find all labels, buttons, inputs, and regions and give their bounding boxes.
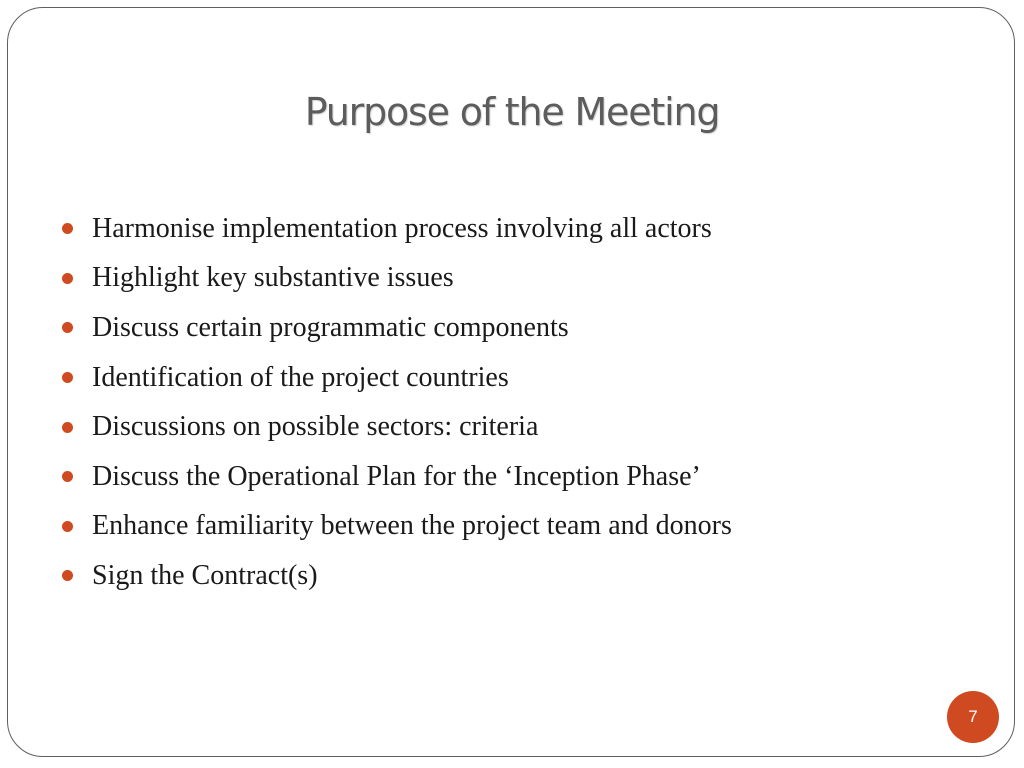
bullet-icon (62, 322, 73, 333)
list-item (62, 402, 732, 452)
page-number-badge (947, 691, 999, 743)
page-number: 7 (968, 707, 978, 726)
bullet-icon (62, 471, 73, 482)
bullet-text: Enhance familiarity between the project team and donors (92, 510, 732, 542)
bullet-text: Identification of the project countries (92, 361, 509, 393)
bullet-text: Discussions on possible sectors: criteria (92, 411, 539, 443)
list-item (62, 353, 732, 403)
list-item (62, 452, 732, 502)
bullet-text: Harmonise implementation process involving all actors (92, 212, 712, 244)
list-item (62, 502, 732, 552)
list-item (62, 551, 732, 601)
bullet-icon (62, 223, 73, 234)
slide-title: Purpose of the Meeting (304, 90, 720, 134)
bullet-text: Highlight key substantive issues (92, 262, 454, 294)
list-item (62, 303, 732, 353)
list-item (62, 254, 732, 304)
bullet-text: Discuss the Operational Plan for the ‘Inception Phase’ (92, 460, 701, 492)
bullet-list (62, 204, 732, 601)
bullet-icon (62, 521, 73, 532)
bullet-icon (62, 570, 73, 581)
bullet-text: Sign the Contract(s) (92, 559, 318, 591)
list-item (62, 204, 732, 254)
bullet-icon (62, 273, 73, 284)
bullet-icon (62, 372, 73, 383)
bullet-icon (62, 422, 73, 433)
bullet-text: Discuss certain programmatic components (92, 311, 569, 343)
